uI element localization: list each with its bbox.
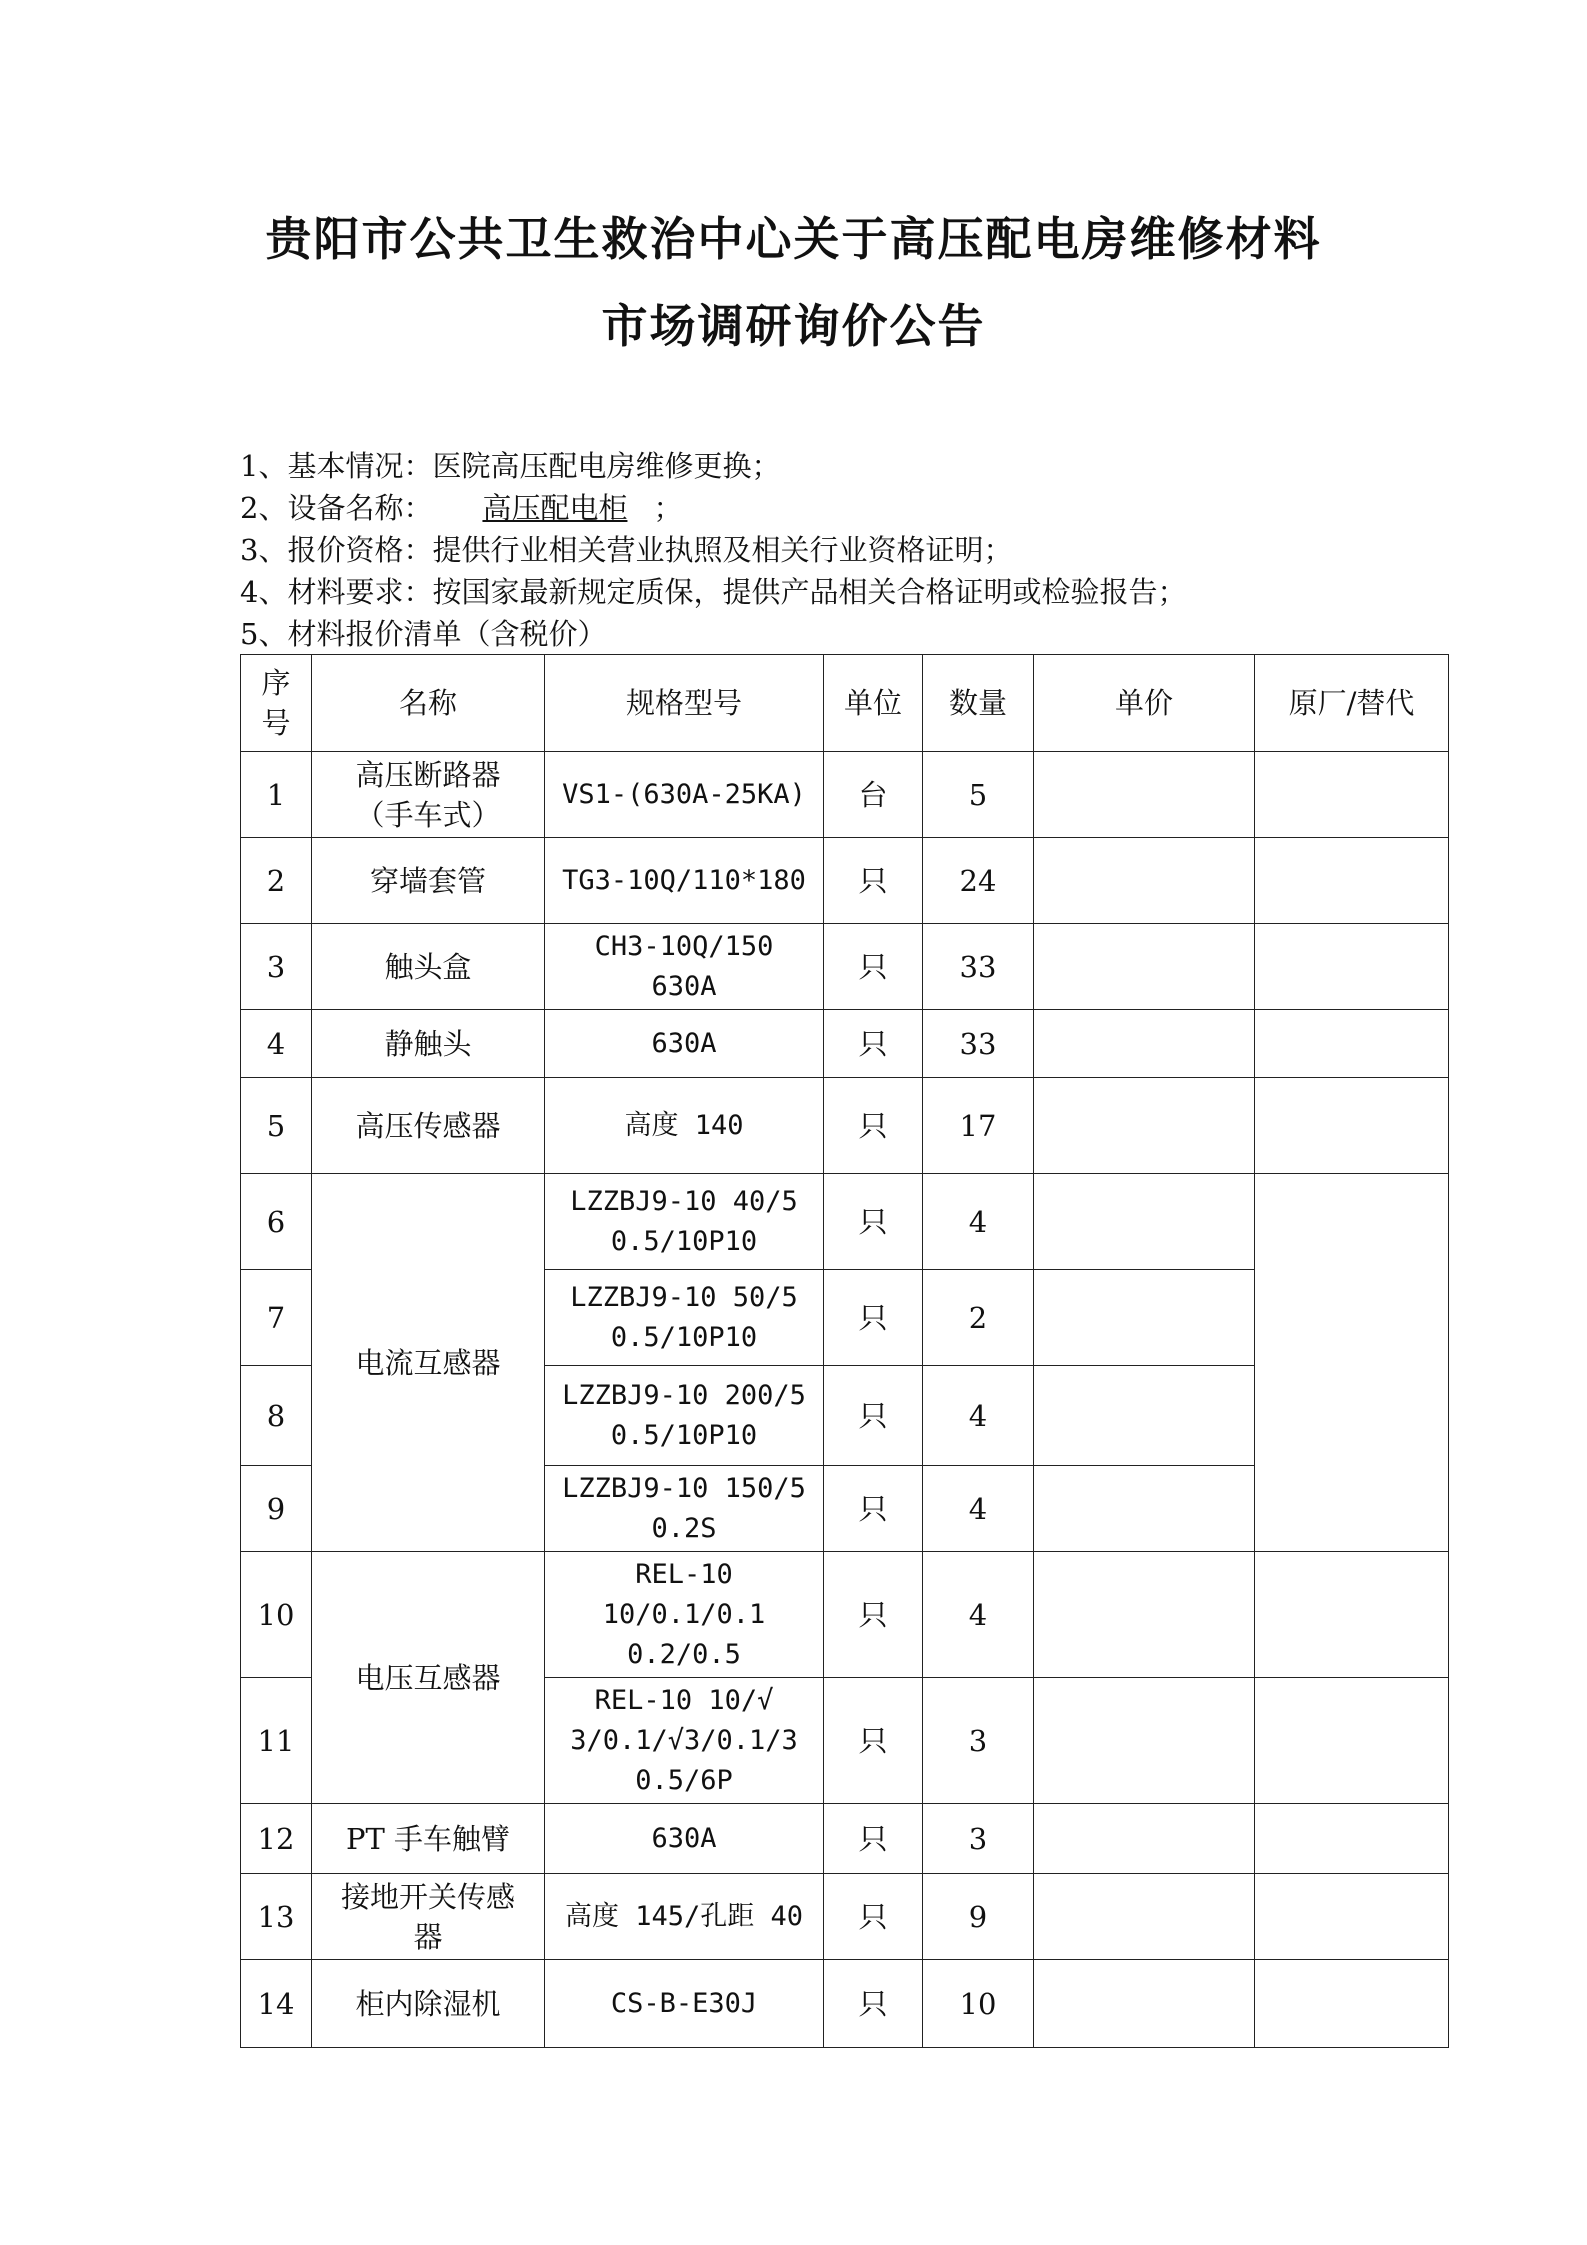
info-item-2-suffix: ；	[653, 491, 683, 525]
cell-origin[interactable]	[1255, 1804, 1449, 1874]
cell-qty: 4	[923, 1552, 1034, 1678]
cell-price[interactable]	[1034, 1466, 1255, 1552]
cell-no: 5	[241, 1078, 312, 1174]
cell-spec: VS1-(630A-25KA)	[545, 752, 824, 838]
cell-price[interactable]	[1034, 1678, 1255, 1804]
cell-no: 14	[241, 1960, 312, 2048]
cell-no: 6	[241, 1174, 312, 1270]
cell-qty: 3	[923, 1804, 1034, 1874]
cell-unit: 台	[824, 752, 923, 838]
cell-unit: 只	[824, 1874, 923, 1960]
header-spec: 规格型号	[545, 655, 824, 752]
cell-name: 高压传感器	[312, 1078, 545, 1174]
cell-qty: 10	[923, 1960, 1034, 2048]
table-row	[241, 1804, 1449, 1874]
cell-no: 10	[241, 1552, 312, 1678]
cell-no: 7	[241, 1270, 312, 1366]
cell-qty: 3	[923, 1678, 1034, 1804]
table-row	[241, 752, 1449, 838]
cell-unit: 只	[824, 1960, 923, 2048]
cell-spec: TG3-10Q/110*180	[545, 838, 824, 924]
cell-price[interactable]	[1034, 1270, 1255, 1366]
cell-spec: 高度 145/孔距 40	[545, 1874, 824, 1960]
cell-qty: 33	[923, 1010, 1034, 1078]
table-row	[241, 1874, 1449, 1960]
cell-qty: 33	[923, 924, 1034, 1010]
cell-spec: LZZBJ9-10 200/5 0.5/10P10	[545, 1366, 824, 1466]
info-item-2	[240, 487, 682, 529]
cell-unit: 只	[824, 1804, 923, 1874]
cell-price[interactable]	[1034, 924, 1255, 1010]
cell-spec: 高度 140	[545, 1078, 824, 1174]
title-line-1: 贵阳市公共卫生救治中心关于高压配电房维修材料	[265, 212, 1322, 266]
cell-unit: 只	[824, 924, 923, 1010]
cell-no: 2	[241, 838, 312, 924]
cell-unit: 只	[824, 1366, 923, 1466]
table-header-row	[241, 655, 1449, 752]
cell-no: 4	[241, 1010, 312, 1078]
cell-price[interactable]	[1034, 1078, 1255, 1174]
cell-spec: CS-B-E30J	[545, 1960, 824, 2048]
title-line-2: 市场调研询价公告	[601, 299, 986, 353]
cell-qty: 17	[923, 1078, 1034, 1174]
cell-no: 3	[241, 924, 312, 1010]
cell-price[interactable]	[1034, 838, 1255, 924]
cell-qty: 4	[923, 1174, 1034, 1270]
cell-qty: 9	[923, 1874, 1034, 1960]
cell-no: 13	[241, 1874, 312, 1960]
cell-name: 高压断路器 （手车式）	[312, 752, 545, 838]
cell-origin[interactable]	[1255, 1552, 1449, 1678]
cell-unit: 只	[824, 1270, 923, 1366]
cell-unit: 只	[824, 1078, 923, 1174]
cell-qty: 2	[923, 1270, 1034, 1366]
cell-spec: REL-10 10/0.1/0.1 0.2/0.5	[545, 1552, 824, 1678]
cell-price[interactable]	[1034, 1010, 1255, 1078]
cell-origin-merged[interactable]	[1255, 1174, 1449, 1552]
table-row	[241, 1174, 1449, 1270]
table-row	[241, 1960, 1449, 2048]
cell-price[interactable]	[1034, 1804, 1255, 1874]
cell-origin[interactable]	[1255, 1010, 1449, 1078]
header-origin: 原厂/替代	[1255, 655, 1449, 752]
cell-unit: 只	[824, 1174, 923, 1270]
cell-spec: 630A	[545, 1804, 824, 1874]
info-item-5: 5、材料报价清单（含税价）	[240, 617, 607, 651]
cell-unit: 只	[824, 838, 923, 924]
cell-price[interactable]	[1034, 1174, 1255, 1270]
cell-unit: 只	[824, 1552, 923, 1678]
table-row	[241, 1078, 1449, 1174]
cell-spec: REL-10 10/√ 3/0.1/√3/0.1/3 0.5/6P	[545, 1678, 824, 1804]
cell-origin[interactable]	[1255, 838, 1449, 924]
cell-spec: CH3-10Q/150 630A	[545, 924, 824, 1010]
header-price: 单价	[1034, 655, 1255, 752]
info-item-4: 4、材料要求：按国家最新规定质保，提供产品相关合格证明或检验报告；	[240, 575, 1187, 609]
cell-name: 静触头	[312, 1010, 545, 1078]
cell-no: 12	[241, 1804, 312, 1874]
device-name-value: 高压配电柜	[482, 491, 628, 525]
cell-qty: 24	[923, 838, 1034, 924]
price-list-table	[240, 654, 1449, 2048]
table-row	[241, 1552, 1449, 1678]
cell-price[interactable]	[1034, 752, 1255, 838]
cell-spec: LZZBJ9-10 40/5 0.5/10P10	[545, 1174, 824, 1270]
cell-origin[interactable]	[1255, 1874, 1449, 1960]
cell-name: 触头盒	[312, 924, 545, 1010]
cell-qty: 4	[923, 1366, 1034, 1466]
cell-qty: 4	[923, 1466, 1034, 1552]
header-no: 序 号	[241, 655, 312, 752]
info-item-2-prefix: 2、设备名称：	[240, 491, 433, 525]
cell-unit: 只	[824, 1678, 923, 1804]
cell-spec: 630A	[545, 1010, 824, 1078]
info-item-3: 3、报价资格：提供行业相关营业执照及相关行业资格证明；	[240, 533, 1013, 567]
cell-origin[interactable]	[1255, 1078, 1449, 1174]
cell-spec: LZZBJ9-10 150/5 0.2S	[545, 1466, 824, 1552]
cell-name: PT 手车触臂	[312, 1804, 545, 1874]
cell-price[interactable]	[1034, 1874, 1255, 1960]
cell-name-voltage-transformer: 电压互感器	[312, 1552, 545, 1804]
cell-price[interactable]	[1034, 1960, 1255, 2048]
header-name: 名称	[312, 655, 545, 752]
cell-origin[interactable]	[1255, 1678, 1449, 1804]
cell-no: 9	[241, 1466, 312, 1552]
cell-origin[interactable]	[1255, 1960, 1449, 2048]
cell-unit: 只	[824, 1466, 923, 1552]
cell-origin[interactable]	[1255, 924, 1449, 1010]
info-item-1: 1、基本情况：医院高压配电房维修更换；	[240, 449, 781, 483]
cell-name: 穿墙套管	[312, 838, 545, 924]
cell-price[interactable]	[1034, 1366, 1255, 1466]
cell-no: 8	[241, 1366, 312, 1466]
cell-spec: LZZBJ9-10 50/5 0.5/10P10	[545, 1270, 824, 1366]
cell-origin[interactable]	[1255, 752, 1449, 838]
header-unit: 单位	[824, 655, 923, 752]
cell-name: 柜内除湿机	[312, 1960, 545, 2048]
table-row	[241, 924, 1449, 1010]
cell-qty: 5	[923, 752, 1034, 838]
cell-name: 接地开关传感 器	[312, 1874, 545, 1960]
table-row	[241, 1010, 1449, 1078]
cell-unit: 只	[824, 1010, 923, 1078]
table-row	[241, 838, 1449, 924]
cell-price[interactable]	[1034, 1552, 1255, 1678]
cell-no: 11	[241, 1678, 312, 1804]
cell-no: 1	[241, 752, 312, 838]
header-qty: 数量	[923, 655, 1034, 752]
cell-name-current-transformer: 电流互感器	[312, 1174, 545, 1552]
